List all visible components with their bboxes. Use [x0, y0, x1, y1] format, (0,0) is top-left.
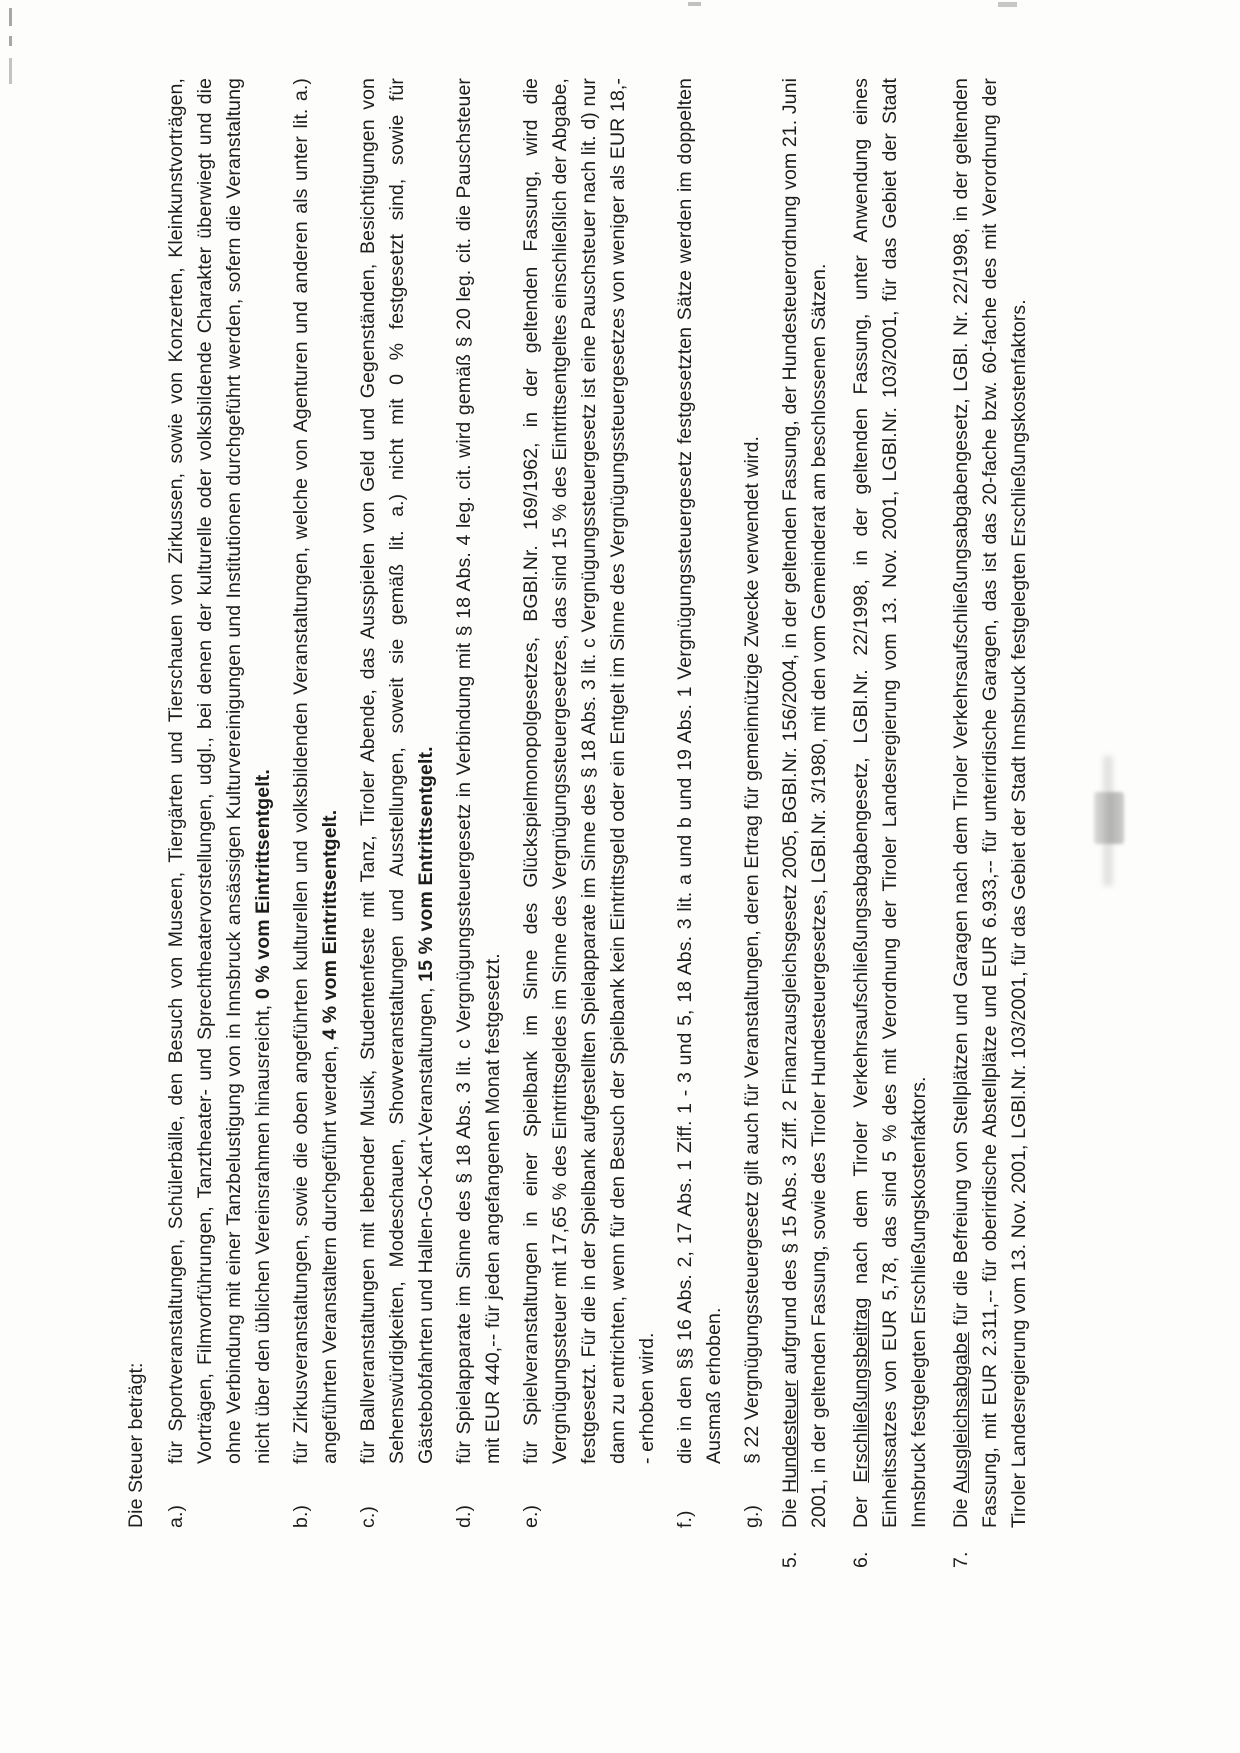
item-label: c.): [357, 1506, 379, 1528]
plain-text: Die: [950, 1493, 972, 1528]
plain-text: für Sportveranstaltungen, Schülerbälle, den Besuch von Museen, Tiergärten und Tierschauen von Zirkussen, sowie von Konzerten, Kleinkunstvorträgen, Vorträgen, Filmvorführungen, Tanztheater- und Sprechtheatervorstellungen, udgl., bei denen der kulturelle oder volksbildende Charakter überwiegt und die ohne Verbindung mit einer Tanzbelustigung von in Innsbruck ansässigen Kulturvereinigungen und Institutionen durchgeführt werden, sofern die Veranstaltung nicht über den üblichen Vereinsrahmen hinausreicht,: [165, 78, 274, 1464]
item-label: g.): [741, 1504, 763, 1528]
plain-text: für Zirkusveranstaltungen, sowie die oben angeführten kulturellen und volksbildenden Veranstaltungen, welche von Agenturen und anderen als unter lit. a.) angeführten Veranstaltern durchgeführt werden,: [290, 78, 341, 1464]
list-item-d: [450, 78, 508, 1568]
plain-text: die in den §§ 16 Abs. 2, 17 Abs. 1 Ziff. 1 - 3 und 5, 18 Abs. 3 lit. a und b und 19 Abs. 1 Vergnügungssteuergesetz festgesetzten Sätze werden im doppelten Ausmaß erhoben.: [674, 78, 725, 1464]
bold-rate-text: 4 % vom Eintrittsentgelt.: [319, 809, 341, 1040]
underlined-term: Hundesteuer: [779, 1380, 801, 1493]
underlined-term: Ausgleichsabgabe: [950, 1332, 972, 1494]
list-item-e: [517, 78, 662, 1568]
plain-text: für Ballveranstaltungen mit lebender Musik, Studentenfeste mit Tanz, Tiroler Abende, das Ausspielen von Geld und Gegenständen, Besichtigungen von Sehenswürdigkeiten, Modeschauen, Showveranstaltungen und Ausstellungen, soweit sie gemäß lit. a.) nicht mit 0 % festgesetzt sind, sowie für Gästebobfahrten und Hallen-Go-Kart-Veranstaltungen,: [357, 78, 437, 1464]
plain-text: § 22 Vergnügungssteuergesetz gilt auch für Veranstaltungen, deren Ertrag für gemeinnützige Zwecke verwendet wird.: [741, 435, 763, 1464]
plain-text: für die Befreiung von Stellplätzen und Garagen nach dem Tiroler Verkehrsaufschließungsabgabengesetz, LGBl. Nr. 22/1998, in der geltenden Fassung, mit EUR 2.311,-- für oberirdische Abstellplätze und EUR 6.933,-- für unterirdische Garagen, das ist das 20-fache bzw. 60-fache des mit Verordnung der Tiroler Landesregierung vom 13. Nov. 2001, LGBl.Nr. 103/2001, für das Gebiet der Stadt Innsbruck festgelegten Erschließungskostenfaktors.: [950, 78, 1030, 1528]
item-text: [517, 78, 662, 1464]
item-label: 6.: [850, 1551, 872, 1568]
plain-text: für Spielveranstaltungen in einer Spielbank im Sinne des Glückspielmonopolgesetzes, BGBl.Nr. 169/1962, in der geltenden Fassung, wird die Vergnügungssteuer mit 17,65 % des Eintrittsgeldes im Sinne des Vergnügungssteuergesetzes, das sind 15 % des Eintrittsentgeltes einschließlich der Abgabe, festgesetzt. Für die in der Spielbank aufgestellten Spielapparate im Sinne des § 18 Abs. 3 lit. c Vergnügungssteuergesetz ist eine Pauschsteuer nach lit. d) nur dann zu entrichten, wenn für den Besuch der Spielbank kein Eintrittsgeld oder ein Entgelt im Sinne des Vergnügungssteuergesetzes von weniger als EUR 18,-- erhoben wird.: [520, 78, 658, 1464]
list-item-5: [776, 78, 834, 1568]
list-item-f: [671, 78, 729, 1568]
item-text: [162, 78, 278, 1464]
item-label: 5.: [779, 1551, 801, 1568]
item-label: b.): [290, 1504, 312, 1528]
item-label: 7.: [950, 1551, 972, 1568]
plain-text: für Spielapparate im Sinne des § 18 Abs. 3 lit. c Vergnügungssteuergesetz in Verbindung mit § 18 Abs. 4 leg. cit. wird gemäß § 20 leg. cit. die Pauschsteuer mit EUR 440,-- für jeden angefangenen Monat festgesetzt.: [453, 78, 504, 1464]
list-item-7: [947, 78, 1034, 1568]
item-text: [287, 78, 345, 1464]
item-label: a.): [165, 1504, 187, 1528]
plain-text: Der: [850, 1482, 872, 1528]
list-item-6: [847, 78, 934, 1568]
item-text: [776, 78, 834, 1528]
bold-rate-text: 0 % vom Eintrittsentgelt.: [252, 769, 274, 1000]
item-text: [738, 78, 767, 1464]
plain-text: Die: [779, 1492, 801, 1528]
list-item-g: [738, 78, 767, 1568]
item-label: f.): [674, 1510, 696, 1528]
list-item-a: [162, 78, 278, 1568]
bold-rate-text: 15 % vom Entrittsentgelt.: [415, 746, 437, 982]
item-label: e.): [520, 1504, 542, 1528]
underlined-term: Erschließungsbeitrag: [850, 1297, 872, 1483]
list-item-b: [287, 78, 345, 1568]
item-text: [671, 78, 729, 1464]
item-label: d.): [453, 1504, 475, 1528]
document-intro-line: Die Steuer beträgt:: [125, 1362, 147, 1528]
plain-text: aufgrund des § 15 Abs. 3 Ziff. 2 Finanzausgleichsgesetz 2005, BGBl.Nr. 156/2004, in der geltenden Fassung, der Hundesteuerordnung vom 21. Juni 2001, in der geltenden Fassung, sowie des Tiroler Hundesteuergesetzes, LGBl.Nr. 3/1980, mit den vom Gemeinderat am beschlossenen Sätzen.: [779, 77, 830, 1528]
item-text: [450, 78, 508, 1464]
item-text: [847, 78, 934, 1528]
lettered-items: [162, 78, 767, 1568]
plain-text: nach dem Tiroler Verkehrsaufschließungsabgabengesetz, LGBl.Nr. 22/1998, in der geltenden Fassung, unter Anwendung eines Einheitssatzes von EUR 5,78, das sind 5 % des mit Verordnung der Tiroler Landesregierung vom 13. Nov. 2001, LGBl.Nr. 103/2001, für das Gebiet der Stadt Innsbruck festgelegten Erschließungskostenfaktors.: [850, 78, 930, 1528]
item-text: [354, 78, 441, 1464]
item-text: [947, 78, 1034, 1528]
numbered-items: [776, 78, 1034, 1568]
list-item-c: [354, 78, 441, 1568]
